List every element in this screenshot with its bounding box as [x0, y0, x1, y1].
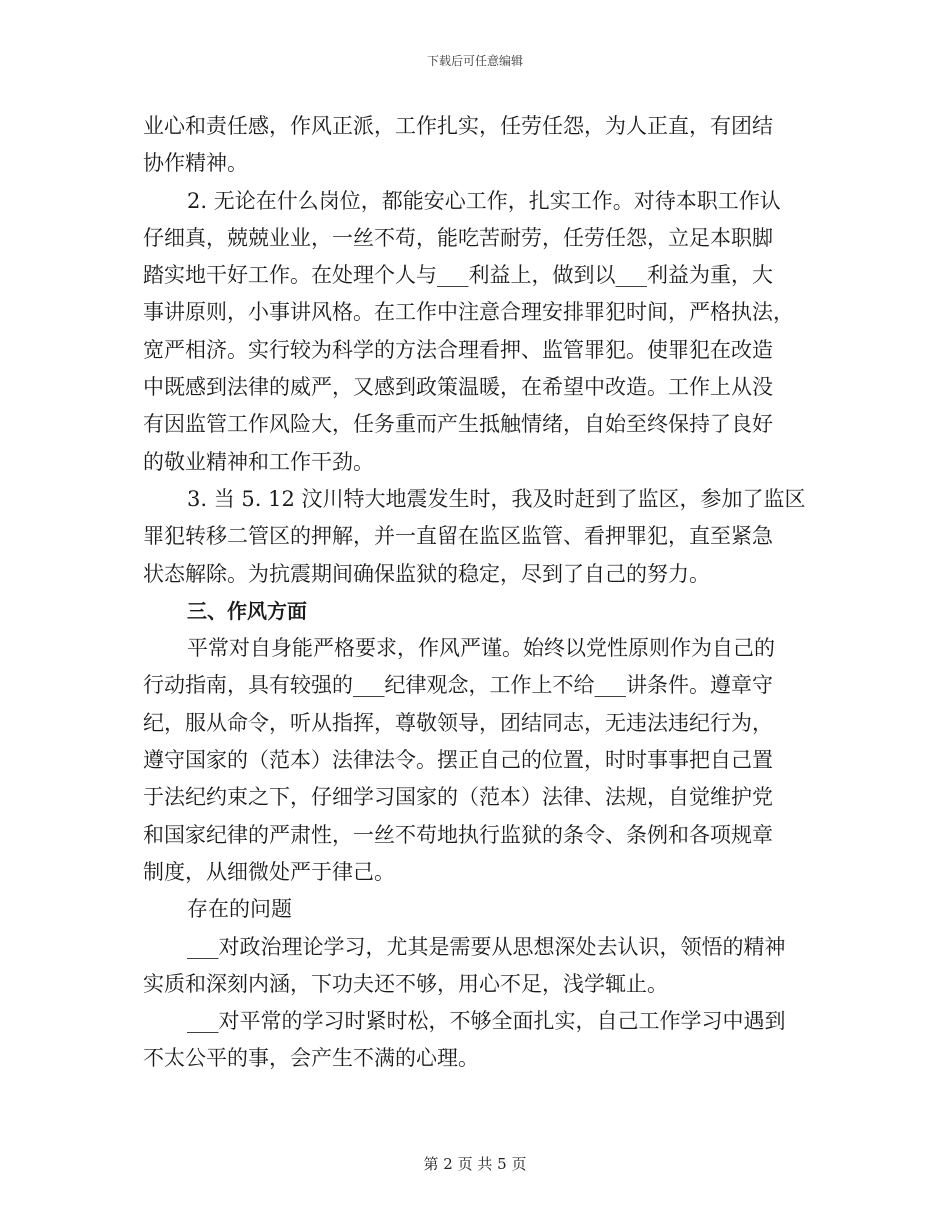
- paragraph-line: 状态解除。为抗震期间确保监狱的稳定，尽到了自己的努力。: [143, 561, 710, 586]
- paragraph-line: 罪犯转移二管区的押解，并一直留在监区监管、看押罪犯，直至紧急: [143, 524, 773, 549]
- paragraph-line: 3. 当 5. 12 汶川特大地震发生时，我及时赶到了监区，参加了监区: [187, 486, 806, 511]
- paragraph-line: ___对政治理论学习，尤其是需要从思想深处去认识，领悟的精神: [187, 934, 786, 959]
- paragraph-line: 有因监管工作风险大，任务重而产生抵触情绪，自始至终保持了良好: [143, 412, 773, 437]
- paragraph-line: 的敬业精神和工作干劲。: [143, 449, 374, 474]
- paragraph-line: 行动指南，具有较强的___纪律观念，工作上不给___讲条件。遵章守: [143, 673, 773, 698]
- paragraph-line: 事讲原则，小事讲风格。在工作中注意合理安排罪犯时间，严格执法，: [143, 300, 794, 325]
- page-header: 下载后可任意编辑: [426, 54, 523, 68]
- paragraph-line: ___对平常的学习时紧时松，不够全面扎实，自己工作学习中遇到: [187, 1009, 786, 1034]
- paragraph-line: 不太公平的事，会产生不满的心理。: [143, 1046, 479, 1071]
- paragraph-line: 踏实地干好工作。在处理个人与___利益上，做到以___利益为重，大: [143, 263, 773, 288]
- paragraph-line: 平常对自身能严格要求，作风严谨。始终以党性原则作为自己的: [187, 636, 775, 661]
- paragraph-line: 遵守国家的（范本）法律法令。摆正自己的位置，时时事事把自己置: [143, 748, 773, 773]
- section-heading: 三、作风方面: [187, 598, 307, 623]
- paragraph-line: 实质和深刻内涵，下功夫还不够，用心不足，浅学辄止。: [143, 971, 668, 996]
- paragraph-line: 中既感到法律的威严，又感到政策温暖，在希望中改造。工作上从没: [143, 375, 773, 400]
- document-body: [143, 108, 808, 1078]
- paragraph-line: 仔细真，兢兢业业，一丝不苟，能吃苦耐劳，任劳任怨，立足本职脚: [143, 225, 773, 250]
- subsection-title: 存在的问题: [187, 897, 292, 922]
- paragraph-line: 宽严相济。实行较为科学的方法合理看押、监管罪犯。使罪犯在改造: [143, 337, 773, 362]
- paragraph-line: 业心和责任感，作风正派，工作扎实，任劳任怨，为人正直，有团结: [143, 114, 773, 138]
- paragraph-line: 于法纪约束之下，仔细学习国家的（范本）法律、法规，自觉维护党: [143, 785, 773, 810]
- paragraph-line: 2. 无论在什么岗位，都能安心工作，扎实工作。对待本职工作认: [187, 188, 781, 213]
- page-footer: 第 2 页 共 5 页: [423, 1155, 527, 1173]
- paragraph-line: 和国家纪律的严肃性，一丝不苟地执行监狱的条令、条例和各项规章: [143, 822, 773, 847]
- paragraph-line: 纪，服从命令，听从指挥，尊敬领导，团结同志，无违法违纪行为，: [143, 710, 773, 735]
- paragraph-line: 制度，从细微处严于律己。: [143, 859, 395, 884]
- paragraph-line: 协作精神。: [143, 151, 248, 176]
